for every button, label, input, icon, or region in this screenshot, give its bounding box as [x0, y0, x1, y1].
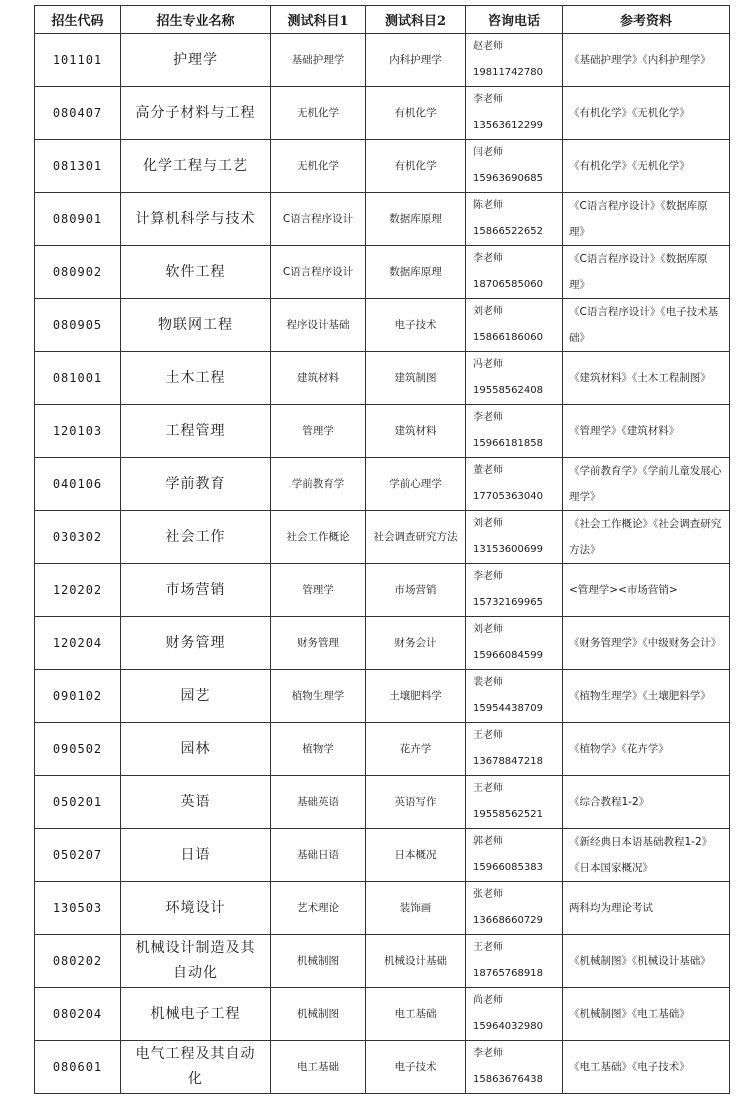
- teacher-name: 郭老师: [473, 836, 503, 847]
- major-cell: 高分子材料与工程: [121, 87, 271, 140]
- subject1-cell: 学前教育学: [271, 458, 366, 511]
- subject2-cell: 有机化学: [366, 140, 466, 193]
- subject2-cell: 机械设计基础: [366, 935, 466, 988]
- subject2-cell: 电子技术: [366, 1041, 466, 1094]
- phone-number: 13678847218: [473, 756, 543, 767]
- phone-number: 19811742780: [473, 67, 543, 78]
- reference-cell: 《管理学》《建筑材料》: [563, 405, 730, 458]
- header-subject2: 测试科目2: [366, 6, 466, 34]
- code-cell: 080901: [35, 193, 121, 246]
- header-reference: 参考资料: [563, 6, 730, 34]
- phone-number: 15863676438: [473, 1074, 543, 1085]
- code-cell: 080407: [35, 87, 121, 140]
- subject1-cell: 程序设计基础: [271, 299, 366, 352]
- teacher-name: 李老师: [473, 94, 503, 105]
- code-cell: 081301: [35, 140, 121, 193]
- phone-number: 18765768918: [473, 968, 543, 979]
- reference-cell: 《植物学》《花卉学》: [563, 723, 730, 776]
- subject1-cell: 植物生理学: [271, 670, 366, 723]
- code-cell: 120202: [35, 564, 121, 617]
- contact-cell: [466, 87, 563, 140]
- reference-cell: 《机械制图》《机械设计基础》: [563, 935, 730, 988]
- major-cell: 计算机科学与技术: [121, 193, 271, 246]
- subject1-cell: 植物学: [271, 723, 366, 776]
- teacher-name: 李老师: [473, 253, 503, 264]
- subject2-cell: 土壤肥料学: [366, 670, 466, 723]
- subject1-cell: 基础日语: [271, 829, 366, 882]
- table-row: [35, 87, 730, 140]
- subject2-cell: 数据库原理: [366, 193, 466, 246]
- reference-cell: 《有机化学》《无机化学》: [563, 140, 730, 193]
- subject1-cell: C语言程序设计: [271, 193, 366, 246]
- code-cell: 080601: [35, 1041, 121, 1094]
- code-cell: 101101: [35, 34, 121, 87]
- subject2-cell: 内科护理学: [366, 34, 466, 87]
- phone-number: 15964032980: [473, 1021, 543, 1032]
- code-cell: 080202: [35, 935, 121, 988]
- phone-number: 15966085383: [473, 862, 543, 873]
- subject2-cell: 花卉学: [366, 723, 466, 776]
- table-row: [35, 935, 730, 988]
- contact-cell: [466, 352, 563, 405]
- table-row: [35, 670, 730, 723]
- teacher-name: 王老师: [473, 783, 503, 794]
- subject1-cell: 建筑材料: [271, 352, 366, 405]
- reference-cell: 《建筑材料》《土木工程制图》: [563, 352, 730, 405]
- subject2-cell: 装饰画: [366, 882, 466, 935]
- phone-number: 15732169965: [473, 597, 543, 608]
- subject1-cell: C语言程序设计: [271, 246, 366, 299]
- teacher-name: 刘老师: [473, 624, 503, 635]
- teacher-name: 王老师: [473, 730, 503, 741]
- subject1-cell: 无机化学: [271, 140, 366, 193]
- code-cell: 081001: [35, 352, 121, 405]
- reference-cell: 两科均为理论考试: [563, 882, 730, 935]
- code-cell: 050201: [35, 776, 121, 829]
- code-cell: 090502: [35, 723, 121, 776]
- teacher-name: 李老师: [473, 571, 503, 582]
- code-cell: 090102: [35, 670, 121, 723]
- subject1-cell: 社会工作概论: [271, 511, 366, 564]
- teacher-name: 张老师: [473, 889, 503, 900]
- code-cell: 080204: [35, 988, 121, 1041]
- contact-cell: [466, 1041, 563, 1094]
- major-cell: 园林: [121, 723, 271, 776]
- code-cell: 080902: [35, 246, 121, 299]
- subject1-cell: 基础护理学: [271, 34, 366, 87]
- teacher-name: 李老师: [473, 1048, 503, 1059]
- teacher-name: 裴老师: [473, 677, 503, 688]
- reference-cell: 《基础护理学》《内科护理学》: [563, 34, 730, 87]
- major-cell: 学前教育: [121, 458, 271, 511]
- teacher-name: 赵老师: [473, 41, 503, 52]
- phone-number: 15966181858: [473, 438, 543, 449]
- contact-cell: [466, 617, 563, 670]
- reference-cell: 《植物生理学》《土壤肥料学》: [563, 670, 730, 723]
- phone-number: 17705363040: [473, 491, 543, 502]
- subject2-cell: 学前心理学: [366, 458, 466, 511]
- table-row: [35, 299, 730, 352]
- table-row: [35, 458, 730, 511]
- phone-number: 15966084599: [473, 650, 543, 661]
- teacher-name: 尚老师: [473, 995, 503, 1006]
- reference-cell: 《电工基础》《电子技术》: [563, 1041, 730, 1094]
- code-cell: 040106: [35, 458, 121, 511]
- contact-cell: [466, 670, 563, 723]
- major-cell: 市场营销: [121, 564, 271, 617]
- table-row: [35, 617, 730, 670]
- reference-cell: 《学前教育学》《学前儿童发展心理学》: [563, 458, 730, 511]
- table-row: [35, 829, 730, 882]
- subject1-cell: 管理学: [271, 405, 366, 458]
- contact-cell: [466, 458, 563, 511]
- header-subject1: 测试科目1: [271, 6, 366, 34]
- contact-cell: [466, 776, 563, 829]
- subject2-cell: 市场营销: [366, 564, 466, 617]
- major-cell: 日语: [121, 829, 271, 882]
- table-row: [35, 723, 730, 776]
- contact-cell: [466, 988, 563, 1041]
- table-row: [35, 352, 730, 405]
- table-row: [35, 246, 730, 299]
- reference-cell: 《C语言程序设计》《数据库原理》: [563, 246, 730, 299]
- teacher-name: 刘老师: [473, 518, 503, 529]
- table-row: [35, 34, 730, 87]
- subject2-cell: 日本概况: [366, 829, 466, 882]
- contact-cell: [466, 829, 563, 882]
- phone-number: 13563612299: [473, 120, 543, 131]
- contact-cell: [466, 882, 563, 935]
- table-row: [35, 882, 730, 935]
- phone-number: 15963690685: [473, 173, 543, 184]
- reference-cell: 《财务管理学》《中级财务会计》: [563, 617, 730, 670]
- major-cell: 电气工程及其自动化: [121, 1041, 271, 1094]
- subject2-cell: 财务会计: [366, 617, 466, 670]
- phone-number: 13153600699: [473, 544, 543, 555]
- contact-cell: [466, 193, 563, 246]
- table-row: [35, 140, 730, 193]
- phone-number: 15954438709: [473, 703, 543, 714]
- major-cell: 财务管理: [121, 617, 271, 670]
- phone-number: 19558562521: [473, 809, 543, 820]
- contact-cell: [466, 246, 563, 299]
- subject2-cell: 建筑材料: [366, 405, 466, 458]
- header-major: 招生专业名称: [121, 6, 271, 34]
- subject2-cell: 数据库原理: [366, 246, 466, 299]
- code-cell: 050207: [35, 829, 121, 882]
- phone-number: 13668660729: [473, 915, 543, 926]
- major-cell: 土木工程: [121, 352, 271, 405]
- table-row: [35, 193, 730, 246]
- contact-cell: [466, 723, 563, 776]
- table-row: [35, 405, 730, 458]
- table-row: [35, 511, 730, 564]
- teacher-name: 董老师: [473, 465, 503, 476]
- subject2-cell: 电子技术: [366, 299, 466, 352]
- reference-cell: 《机械制图》《电工基础》: [563, 988, 730, 1041]
- contact-cell: [466, 511, 563, 564]
- contact-cell: [466, 140, 563, 193]
- major-cell: 社会工作: [121, 511, 271, 564]
- subject2-cell: 电工基础: [366, 988, 466, 1041]
- teacher-name: 李老师: [473, 412, 503, 423]
- phone-number: 19558562408: [473, 385, 543, 396]
- subject1-cell: 机械制图: [271, 988, 366, 1041]
- phone-number: 15866186060: [473, 332, 543, 343]
- reference-cell: <管理学><市场营销>: [563, 564, 730, 617]
- code-cell: 030302: [35, 511, 121, 564]
- contact-cell: [466, 935, 563, 988]
- admissions-table: [34, 5, 730, 1094]
- phone-number: 18706585060: [473, 279, 543, 290]
- reference-cell: 《有机化学》《无机化学》: [563, 87, 730, 140]
- code-cell: 130503: [35, 882, 121, 935]
- subject1-cell: 无机化学: [271, 87, 366, 140]
- major-cell: 化学工程与工艺: [121, 140, 271, 193]
- code-cell: 080905: [35, 299, 121, 352]
- code-cell: 120103: [35, 405, 121, 458]
- contact-cell: [466, 405, 563, 458]
- teacher-name: 闫老师: [473, 147, 503, 158]
- subject1-cell: 机械制图: [271, 935, 366, 988]
- subject1-cell: 财务管理: [271, 617, 366, 670]
- subject2-cell: 英语写作: [366, 776, 466, 829]
- reference-cell: 《C语言程序设计》《数据库原理》: [563, 193, 730, 246]
- table-row: [35, 564, 730, 617]
- subject2-cell: 有机化学: [366, 87, 466, 140]
- teacher-name: 冯老师: [473, 359, 503, 370]
- major-cell: 机械电子工程: [121, 988, 271, 1041]
- teacher-name: 王老师: [473, 942, 503, 953]
- reference-cell: 《C语言程序设计》《电子技术基础》: [563, 299, 730, 352]
- table-body: [35, 34, 730, 1094]
- major-cell: 园艺: [121, 670, 271, 723]
- contact-cell: [466, 34, 563, 87]
- header-phone: 咨询电话: [466, 6, 563, 34]
- phone-number: 15866522652: [473, 226, 543, 237]
- teacher-name: 陈老师: [473, 200, 503, 211]
- table-row: [35, 1041, 730, 1094]
- table-row: [35, 988, 730, 1041]
- subject2-cell: 社会调查研究方法: [366, 511, 466, 564]
- reference-cell: 《综合教程1-2》: [563, 776, 730, 829]
- major-cell: 物联网工程: [121, 299, 271, 352]
- contact-cell: [466, 564, 563, 617]
- subject2-cell: 建筑制图: [366, 352, 466, 405]
- major-cell: 护理学: [121, 34, 271, 87]
- major-cell: 环境设计: [121, 882, 271, 935]
- major-cell: 软件工程: [121, 246, 271, 299]
- table-row: [35, 776, 730, 829]
- teacher-name: 刘老师: [473, 306, 503, 317]
- contact-cell: [466, 299, 563, 352]
- subject1-cell: 基础英语: [271, 776, 366, 829]
- table-header-row: [35, 6, 730, 34]
- header-code: 招生代码: [35, 6, 121, 34]
- reference-cell: 《社会工作概论》《社会调查研究方法》: [563, 511, 730, 564]
- major-cell: 工程管理: [121, 405, 271, 458]
- subject1-cell: 艺术理论: [271, 882, 366, 935]
- reference-cell: 《新经典日本语基础教程1-2》《日本国家概况》: [563, 829, 730, 882]
- major-cell: 英语: [121, 776, 271, 829]
- code-cell: 120204: [35, 617, 121, 670]
- major-cell: 机械设计制造及其自动化: [121, 935, 271, 988]
- subject1-cell: 电工基础: [271, 1041, 366, 1094]
- subject1-cell: 管理学: [271, 564, 366, 617]
